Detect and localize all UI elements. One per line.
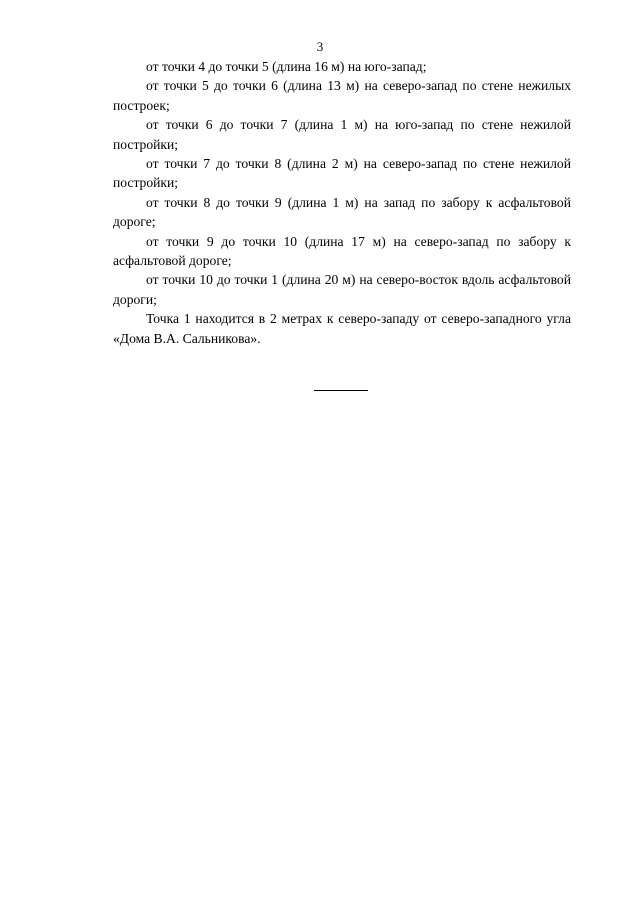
boundary-segment-6-7: от точки 6 до точки 7 (длина 1 м) на юго-запад по стене нежилой постройки; xyxy=(113,117,571,152)
boundary-segment-4-5: от точки 4 до точки 5 (длина 16 м) на юго-запад; xyxy=(146,59,427,74)
point-1-location-note: Точка 1 находится в 2 метрах к северо-западу от северо-западного угла «Дома В.А. Сальникова». xyxy=(113,311,571,346)
document-body xyxy=(113,57,571,348)
end-of-text-rule xyxy=(314,390,368,391)
boundary-segment-8-9: от точки 8 до точки 9 (длина 1 м) на запад по забору к асфальтовой дороге; xyxy=(113,194,571,230)
page-number: 3 xyxy=(316,39,324,54)
boundary-segment-7-8: от точки 7 до точки 8 (длина 2 м) на северо-запад по стене нежилой постройки; xyxy=(113,156,571,191)
boundary-segment-9-10: от точки 9 до точки 10 (длина 17 м) на северо-запад по забору к асфальтовой дороге; xyxy=(113,233,571,269)
boundary-segment-5-6: от точки 5 до точки 6 (длина 13 м) на северо-запад по стене нежилых построек; xyxy=(113,78,571,113)
boundary-segment-10-1: от точки 10 до точки 1 (длина 20 м) на северо-восток вдоль асфальтовой дороги; xyxy=(113,272,571,307)
